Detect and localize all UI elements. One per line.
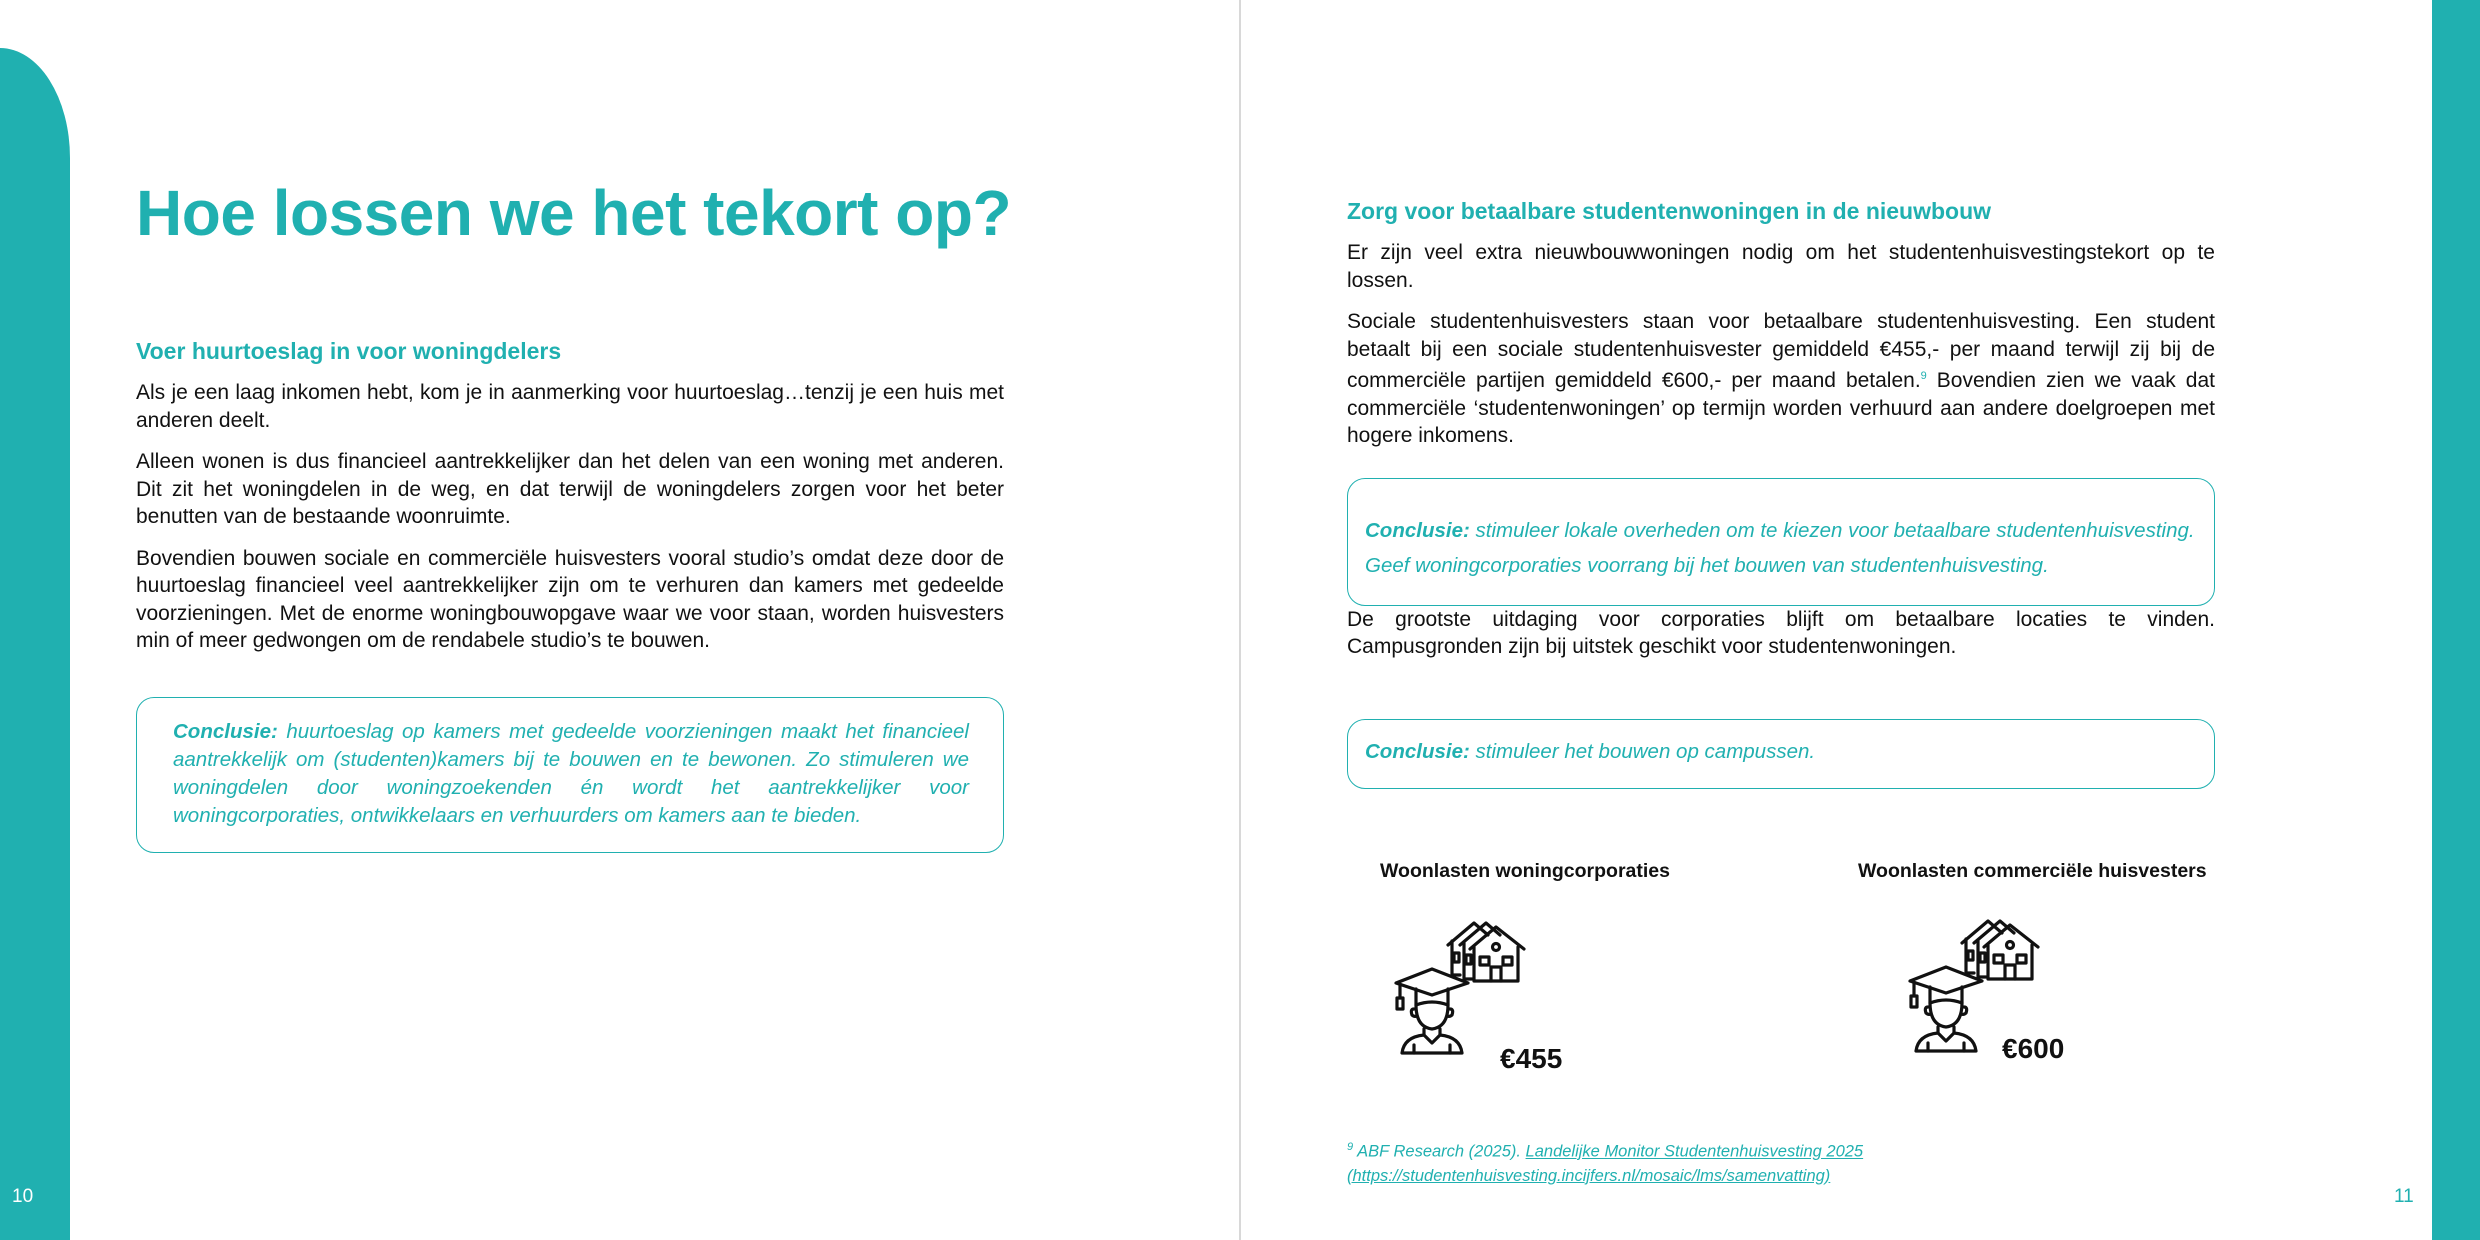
left-column (136, 338, 1004, 853)
conclusion-box-campus (1347, 719, 2215, 789)
conclusion-line (1365, 513, 2197, 548)
amount-value: €600 (2002, 1033, 2065, 1064)
conclusion-text: stimuleer het bouwen op campussen. (1469, 739, 1816, 763)
paragraph (1347, 308, 2215, 450)
conclusion-box-huurtoeslag (136, 697, 1004, 853)
footnote-reference[interactable]: 9 (1920, 370, 1927, 382)
conclusion-text: huurtoeslag op kamers met gedeelde voorzieningen maakt het financieel aantrekkelijk om (studenten)kamers bij te bouwen en te bewonen. Zo stimuleren we woningdelen door woningzoekenden én wordt het aantrekkelijker voor woningcorporaties, ontwikkelaars en verhuurders om kamers aan te bieden. (173, 719, 969, 827)
conclusion-text: stimuleer lokale overheden om te kiezen voor betaalbare studentenhuisvesting. (1469, 518, 2195, 542)
comparison-figure (1858, 905, 2218, 1075)
amount-value: €455 (1500, 1043, 1563, 1074)
right-column (1347, 198, 2215, 789)
paragraph: Er zijn veel extra nieuwbouwwoningen nodig om het studentenhuisvestingstekort op te lossen. (1347, 241, 2215, 292)
conclusion-label: Conclusie: (1365, 739, 1470, 763)
comparison-title: Woonlasten commerciële huisvesters (1858, 860, 2207, 882)
conclusion-line: Geef woningcorporaties voorrang bij het bouwen van studentenhuisvesting. (1365, 553, 2049, 577)
page-number-left: 10 (12, 1186, 34, 1207)
student-houses-icon (1904, 903, 2054, 1053)
paragraph: Alleen wonen is dus financieel aantrekkelijker dan het delen van een woning met anderen. Dit zit het woningdelen in de weg, en dat terwijl de woningdelers zorgen voor het beter benutten van de bestaande woonruimte. (136, 450, 1004, 528)
conclusion-label: Conclusie: (173, 719, 278, 743)
footnote-link[interactable]: Landelijke Monitor Studentenhuisvesting 2025 (https://studentenhuisvesting.incijfers.nl/mosaic/lms/samenvatting) (1347, 1142, 1864, 1185)
comparison-commercieel (1858, 860, 2218, 1075)
conclusion-label: Conclusie: (1365, 518, 1470, 542)
footnote-number: 9 (1347, 1141, 1354, 1153)
page-spine-divider (1239, 0, 1241, 1240)
page-number-right: 11 (2394, 1186, 2414, 1207)
paragraph: Als je een laag inkomen hebt, kom je in aanmerking voor huurtoeslag…tenzij je een huis met anderen deelt. (136, 381, 1004, 432)
section-heading-nieuwbouw: Zorg voor betaalbare studentenwoningen in de nieuwbouw (1347, 198, 1992, 224)
comparison-figure (1380, 905, 1680, 1075)
paragraph: De grootste uitdaging voor corporaties blijft om betaalbare locaties te vinden. Campusgronden zijn bij uitstek geschikt voor studentenwoningen. (1347, 607, 2215, 658)
comparison-title: Woonlasten woningcorporaties (1380, 860, 1670, 882)
section-heading-huurtoeslag: Voer huurtoeslag in voor woningdelers (136, 338, 562, 364)
footnote (1347, 1135, 2227, 1188)
paragraph-text: Bovendien zien we vaak dat commerciële ‘studentenwoningen’ op termijn worden verhuurd aan andere doelgroepen met hogere inkomens. (1347, 369, 2215, 447)
conclusion-box-betaalbaar (1347, 478, 2215, 606)
paragraph-text: Sociale studentenhuisvesters staan voor betaalbare studentenhuisvesting. Een student betaalt bij een sociale studentenhuisvester gemiddeld €455,- per maand terwijl zij bij de commerciële partijen gemiddeld €600,- per maand betalen. (1347, 310, 2215, 392)
left-page-tab (0, 48, 70, 1240)
student-houses-icon (1390, 905, 1540, 1055)
comparison-woningcorporaties (1380, 860, 1680, 1075)
page-title: Hoe lossen we het tekort op? (136, 177, 1012, 249)
right-page-tab (2432, 0, 2480, 1240)
footnote-source: ABF Research (2025). (1353, 1142, 1526, 1161)
paragraph: Bovendien bouwen sociale en commerciële huisvesters vooral studio’s omdat deze door de huurtoeslag financieel veel aantrekkelijker zijn om te verhuren dan kamers met gedeelde voorzieningen. Met de enorme woningbouwopgave waar we voor staan, worden huisvesters min of meer gedwongen om de rendabele studio’s te bouwen. (136, 546, 1004, 652)
